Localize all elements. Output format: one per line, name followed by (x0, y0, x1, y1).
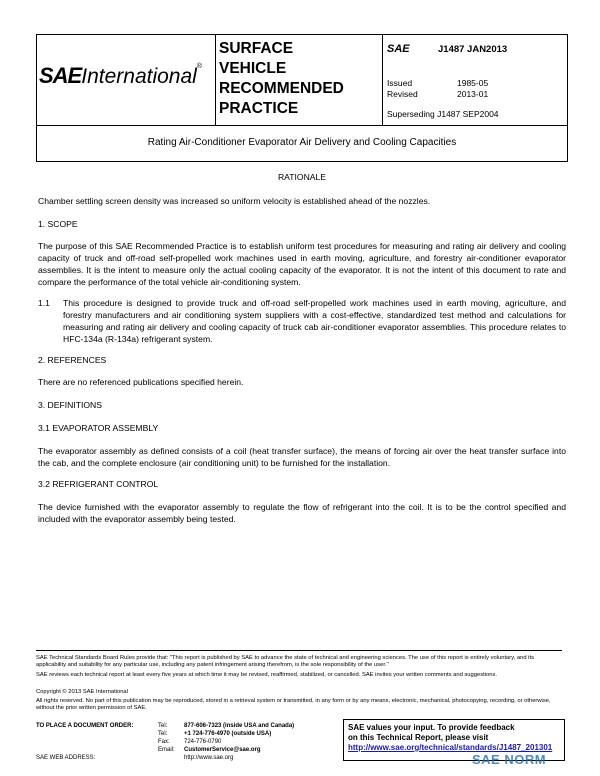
section-number: 1.1 (38, 298, 50, 308)
sae-mini-logo: SAE (387, 43, 410, 55)
fax-value: 724-776-0790 (184, 739, 222, 745)
issued-label: Issued (387, 78, 413, 88)
feedback-line: on this Technical Report, please visit (348, 733, 489, 742)
scope-text: The purpose of this SAE Recommended Practice is to establish uniform test procedures for measuring and rating air delivery and cooling capacity of truck and off-road self-propelled work machines used in earth moving, agriculture, and forestry air-conditioner evaporator assemblies. It is the intent to measure only the actual cooling capacity of the evaporator. It is not the intent of this document to rate and compare the performance of the total vehicle air-conditioning system. (38, 241, 566, 287)
document-title: Rating Air-Conditioner Evaporator Air Delivery and Cooling Capacities (36, 124, 568, 162)
email-value[interactable]: CustomerService@sae.org (184, 747, 261, 753)
document-type: SURFACE VEHICLE RECOMMENDED PRACTICE (219, 40, 344, 117)
issued-date: 1985-05 (457, 78, 489, 88)
order-info (36, 722, 294, 762)
rationale-heading: RATIONALE (277, 172, 327, 182)
section-3-1-text: The evaporator assembly as defined consists of a coil (heat transfer surface), the means of forcing air over the heat transfer surface into the cab, and the complete enclosure (air conditioning unit) to be furnished for the installation. (38, 446, 566, 468)
footer-copyright: Copyright © 2013 SAE International (36, 689, 128, 695)
watermark: SAE NORM (472, 752, 547, 767)
definitions-heading: 3. DEFINITIONS (38, 400, 102, 410)
footer-rules-text: SAE Technical Standards Board Rules provide that: "This report is published by SAE to advance the state of technical and engineering sciences. The use of this report is entirely voluntary, and its applicability and suitability for any particular use, including any patent infringement arising therefrom, is the sole responsibility of the user." (36, 655, 534, 668)
tel2-value: +1 724-776-4970 (outside USA) (184, 731, 272, 737)
scope-heading: 1. SCOPE (38, 219, 78, 229)
web-label: SAE WEB ADDRESS: (36, 755, 96, 761)
section-3-1-heading: 3.1 EVAPORATOR ASSEMBLY (38, 423, 159, 433)
superseding-note: Superseding J1487 SEP2004 (387, 109, 499, 119)
references-text: There are no referenced publications specified herein. (38, 377, 244, 387)
feedback-link[interactable]: http://www.sae.org/technical/standards/J1487_201301 (348, 743, 553, 752)
revised-label: Revised (387, 89, 418, 99)
web-address[interactable]: http://www.sae.org (184, 755, 234, 761)
section-1-1 (38, 297, 566, 345)
order-label: TO PLACE A DOCUMENT ORDER: (36, 723, 134, 729)
tel-value: 877-606-7323 (inside USA and Canada) (184, 723, 295, 729)
document-header (36, 34, 568, 126)
footer-rights-text: All rights reserved. No part of this publication may be reproduced, stored in a retrieval system or transmitted, in any form or by any means, electronic, mechanical, photocopying, recording, or otherwise, without the prior written permission of SAE. (36, 698, 551, 711)
email-label: Email: (158, 747, 175, 753)
feedback-line: SAE values your input. To provide feedback (348, 723, 515, 732)
sae-international-logo: SAEInternational® (39, 63, 203, 88)
fax-label: Fax: (158, 739, 170, 745)
header-divider (215, 35, 216, 125)
footer-divider (36, 650, 562, 651)
rationale-text: Chamber settling screen density was increased so uniform velocity is established ahead of the nozzles. (38, 196, 431, 206)
section-1-1-text: This procedure is designed to provide truck and off-road self-propelled work machines used in earth moving, agriculture, and forestry manufacturers and air conditioning system suppliers with a cost-effective, standardized test method and calculations for measuring and rating air delivery and cooling capacity of truck cab air-conditioner evaporator assemblies. This procedure relates to HFC-134a (R-134a) refrigerant system. (63, 298, 566, 344)
tel2-label: Tel: (158, 731, 168, 737)
references-heading: 2. REFERENCES (38, 355, 107, 365)
header-divider (382, 35, 383, 125)
section-3-2-text: The device furnished with the evaporator assembly to regulate the flow of refrigerant into the coil. It is to be the control specified and included with the evaporator assembly being tested. (38, 502, 566, 524)
section-3-2-heading: 3.2 REFRIGERANT CONTROL (38, 479, 159, 489)
footer-review-text: SAE reviews each technical report at least every five years at which time it may be revised, reaffirmed, stabilized, or cancelled. SAE invites your written comments and suggestions. (36, 672, 497, 678)
revised-date: 2013-01 (457, 89, 489, 99)
document-number: J1487 JAN2013 (438, 44, 508, 55)
tel-label: Tel: (158, 723, 168, 729)
